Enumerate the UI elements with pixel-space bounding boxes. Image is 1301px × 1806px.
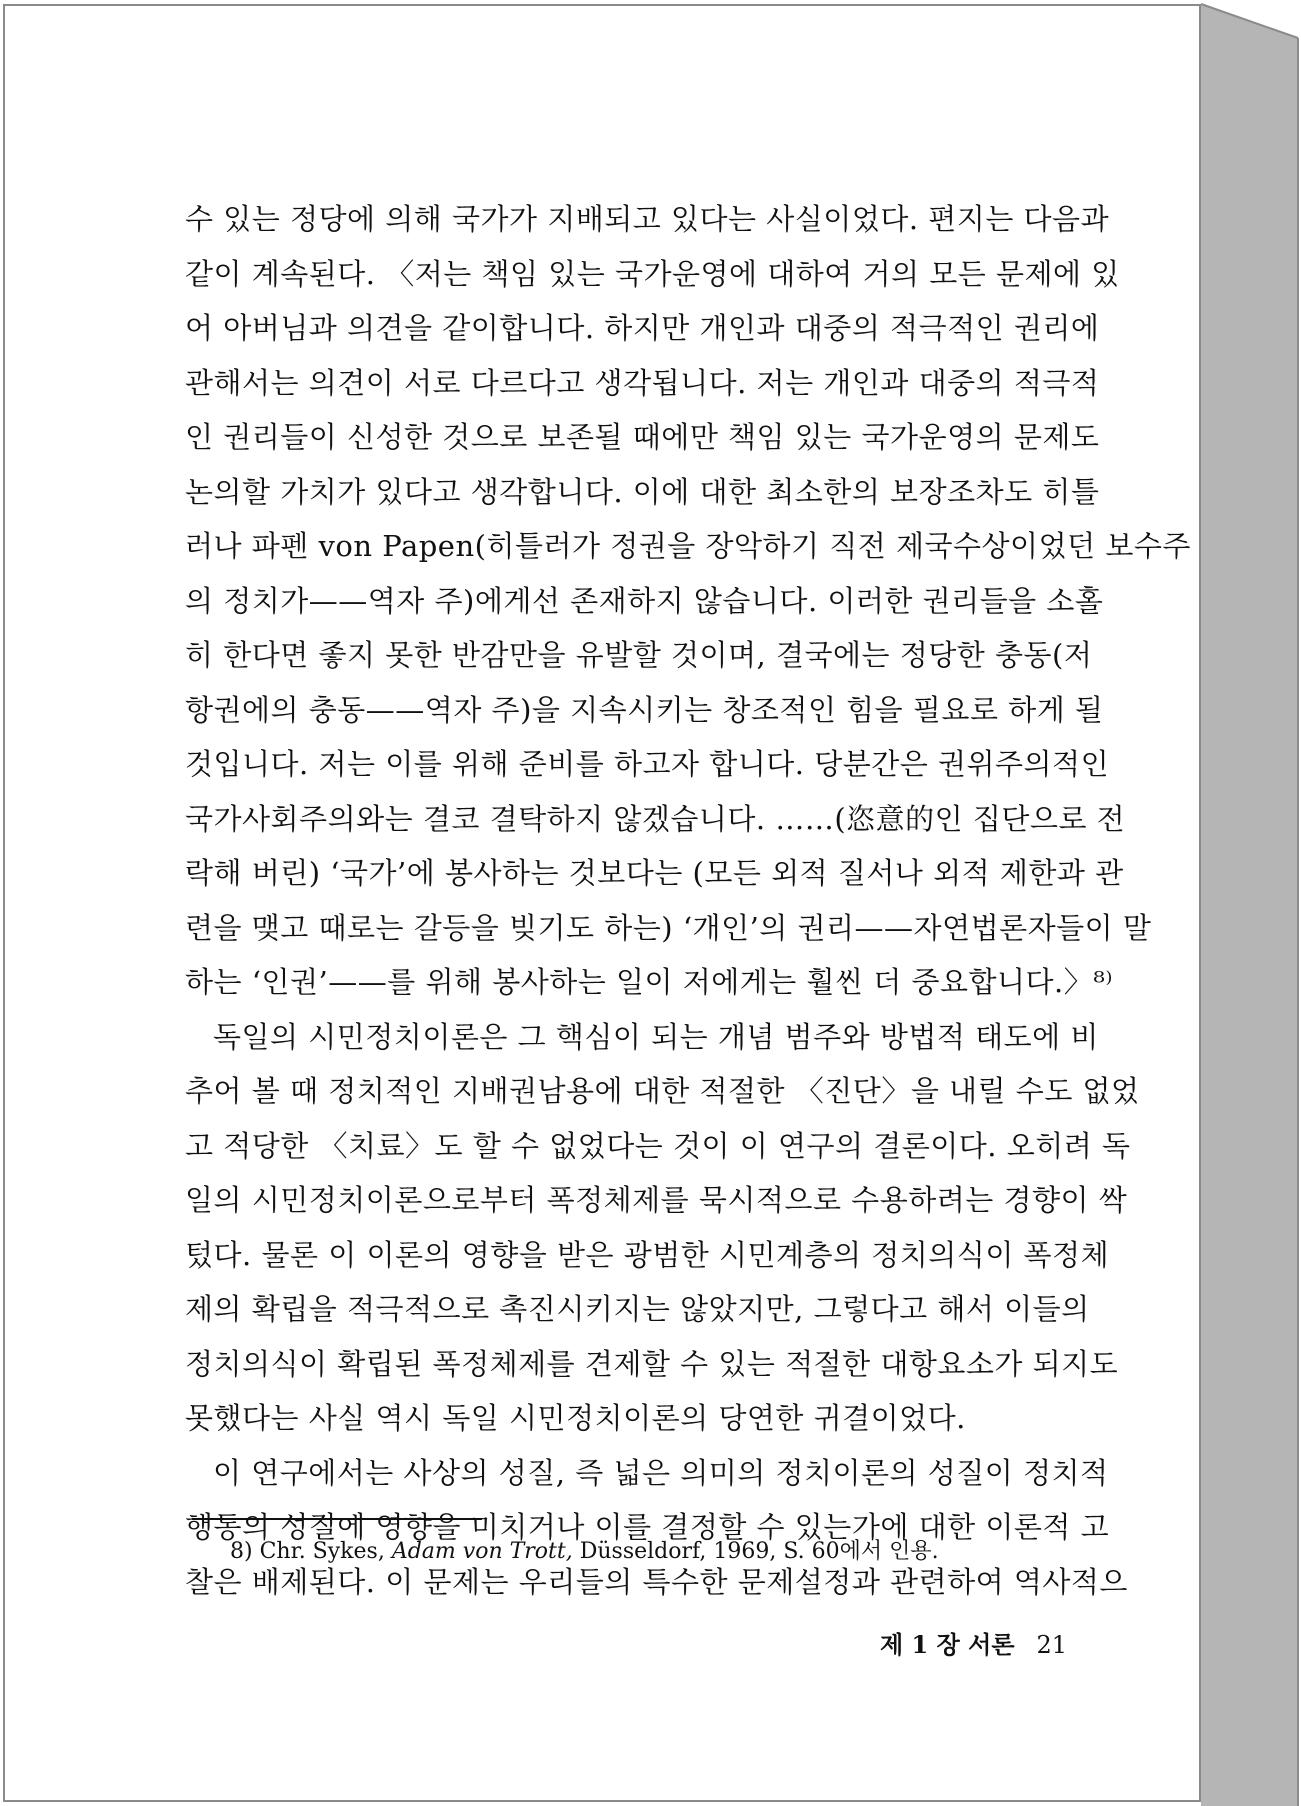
text-line: 하는 ‘인권’——를 위해 봉사하는 일이 저에게는 훨씬 더 중요합니다.〉⁸⁾ (185, 965, 1113, 999)
running-head (880, 1625, 1067, 1660)
text-line: 국가사회주의와는 결코 결탁하지 않겠습니다. ……(恣意的인 집단으로 전 (185, 801, 1126, 836)
text-line: 러나 파펜 von Papen(히틀러가 정권을 장악하기 직전 제국수상이었던 보수주 (185, 529, 1191, 563)
text-line: 관해서는 의견이 서로 다르다고 생각됩니다. 저는 개인과 대중의 적극적 (185, 365, 1100, 400)
text-line: 인 권리들이 신성한 것으로 보존될 때에만 책임 있는 국가운영의 문제도 (185, 420, 1100, 454)
footnote-marker: 8) (230, 1539, 253, 1564)
text-line: 제의 확립을 적극적으로 촉진시키지는 않았지만, 그렇다고 해서 이들의 (185, 1292, 1090, 1326)
text-line: 정치의식이 확립된 폭정체제를 견제할 수 있는 적절한 대항요소가 되지도 (185, 1346, 1119, 1381)
text-line: 같이 계속된다. 〈저는 책임 있는 국가운영에 대하여 거의 모든 문제에 있 (185, 256, 1120, 291)
text-line: 수 있는 정당에 의해 국가가 지배되고 있다는 사실이었다. 편지는 다음과 (185, 202, 1110, 236)
footnote (230, 1534, 939, 1565)
footnote-author: Chr. Sykes, (259, 1539, 385, 1564)
footnote-rule (192, 1518, 482, 1520)
text-line: 찰은 배제된다. 이 문제는 우리들의 특수한 문제설정과 관련하여 역사적으 (185, 1564, 1128, 1599)
text-line: 어 아버님과 의견을 같이합니다. 하지만 개인과 대중의 적극적인 권리에 (185, 311, 1100, 345)
text-line: 텄다. 물론 이 이론의 영향을 받은 광범한 시민계층의 정치의식이 폭정체 (185, 1237, 1110, 1272)
text-line: 논의할 가치가 있다고 생각합니다. 이에 대한 최소한의 보장조차도 히틀 (185, 474, 1100, 509)
text-line: 추어 볼 때 정치적인 지배권남용에 대한 적절한 〈진단〉을 내릴 수도 없었 (185, 1074, 1140, 1108)
text-line: 행동의 성질에 영향을 미치거나 이를 결정할 수 있는가에 대한 이론적 고 (185, 1510, 1110, 1544)
text-line: 히 한다면 좋지 못한 반감만을 유발할 것이며, 결국에는 정당한 충동(저 (185, 638, 1093, 672)
footnote-citation: Düsseldorf, 1969, S. 60에서 인용. (579, 1539, 939, 1564)
paragraph-start-line: 독일의 시민정치이론은 그 핵심이 되는 개념 범주와 방법적 태도에 비 (213, 1019, 1099, 1054)
text-line: 것입니다. 저는 이를 위해 준비를 하고자 합니다. 당분간은 권위주의적인 (185, 747, 1110, 781)
text-line: 련을 맺고 때로는 갈등을 빚기도 하는) ‘개인’의 권리——자연법론자들이 말 (185, 910, 1152, 945)
text-line: 고 적당한 〈치료〉도 할 수 없었다는 것이 이 연구의 결론이다. 오히려 독 (185, 1128, 1131, 1163)
text-line: 의 정치가——역자 주)에게선 존재하지 않습니다. 이러한 권리들을 소홀 (185, 583, 1104, 618)
footnote-title: Adam von Trott, (391, 1539, 573, 1564)
text-line: 못했다는 사실 역시 독일 시민정치이론의 당연한 귀결이었다. (185, 1401, 966, 1435)
chapter-title: 제 1 장 서론 (880, 1630, 1015, 1659)
text-line: 일의 시민정치이론으로부터 폭정체제를 묵시적으로 수용하려는 경향이 싹 (185, 1183, 1128, 1217)
body-text (185, 192, 1191, 1609)
page-number: 21 (1036, 1631, 1068, 1659)
paragraph-start-line: 이 연구에서는 사상의 성질, 즉 넓은 의미의 정치이론의 성질이 정치적 (213, 1455, 1109, 1490)
text-line: 락해 버린) ‘국가’에 봉사하는 것보다는 (모든 외적 질서나 외적 제한과 관 (185, 856, 1124, 890)
text-line: 항권에의 충동——역자 주)을 지속시키는 창조적인 힘을 필요로 하게 될 (185, 692, 1104, 727)
